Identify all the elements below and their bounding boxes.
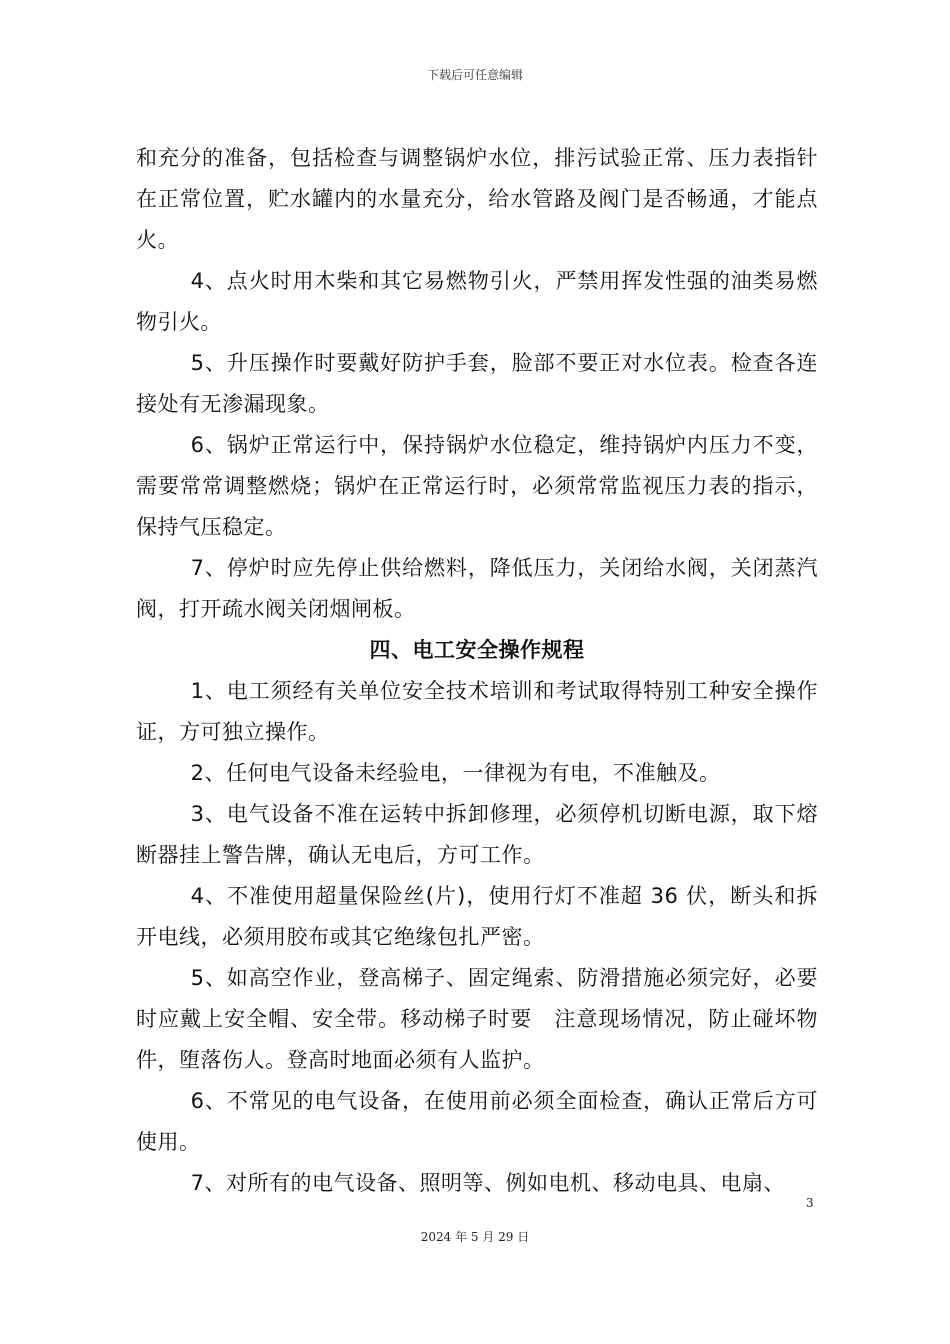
section-item-3: 3、电气设备不准在运转中拆卸修理，必须停机切断电源，取下熔断器挂上警告牌，确认无电后，方可工作。 [136,802,818,867]
page-header: 下载后可任意编辑 [426,68,523,82]
paragraph-item-7: 7、停炉时应先停止供给燃料，降低压力，关闭给水阀，关闭蒸汽阀，打开疏水阀关闭烟闸板。 [136,556,818,621]
page-number: 3 [806,1196,814,1210]
section-item-5: 5、如高空作业，登高梯子、固定绳索、防滑措施必须完好，必要时应戴上安全帽、安全带。移动梯子时要 注意现场情况，防止碰坏物件，堕落伤人。登高时地面必须有人监护。 [136,966,818,1072]
section-title: 四、电工安全操作规程 [369,638,585,662]
section-item-2: 2、任何电气设备未经验电，一律视为有电，不准触及。 [190,761,721,785]
paragraph-continued: 和充分的准备，包括检查与调整锅炉水位，排污试验正常、压力表指针在正常位置，贮水罐内的水量充分，给水管路及阀门是否畅通，才能点火。 [136,146,818,252]
section-item-6: 6、不常见的电气设备，在使用前必须全面检查，确认正常后方可使用。 [136,1089,818,1154]
section-item-1: 1、电工须经有关单位安全技术培训和考试取得特别工种安全操作证，方可独立操作。 [136,679,818,744]
paragraph-item-4: 4、点火时用木柴和其它易燃物引火，严禁用挥发性强的油类易燃物引火。 [136,269,818,334]
paragraph-item-5: 5、升压操作时要戴好防护手套，脸部不要正对水位表。检查各连接处有无渗漏现象。 [136,351,818,416]
paragraph-item-6: 6、锅炉正常运行中，保持锅炉水位稳定，维持锅炉内压力不变，需要常常调整燃烧；锅炉在正常运行时，必须常常监视压力表的指示，保持气压稳定。 [136,433,818,539]
page-footer-date: 2024 年 5 月 29 日 [420,1230,530,1244]
document-body [136,138,818,1204]
section-item-4: 4、不准使用超量保险丝(片)，使用行灯不准超 36 伏，断头和拆开电线，必须用胶布或其它绝缘包扎严密。 [136,884,818,949]
section-item-7: 7、对所有的电气设备、照明等、例如电机、移动电具、电扇、 [190,1171,785,1195]
